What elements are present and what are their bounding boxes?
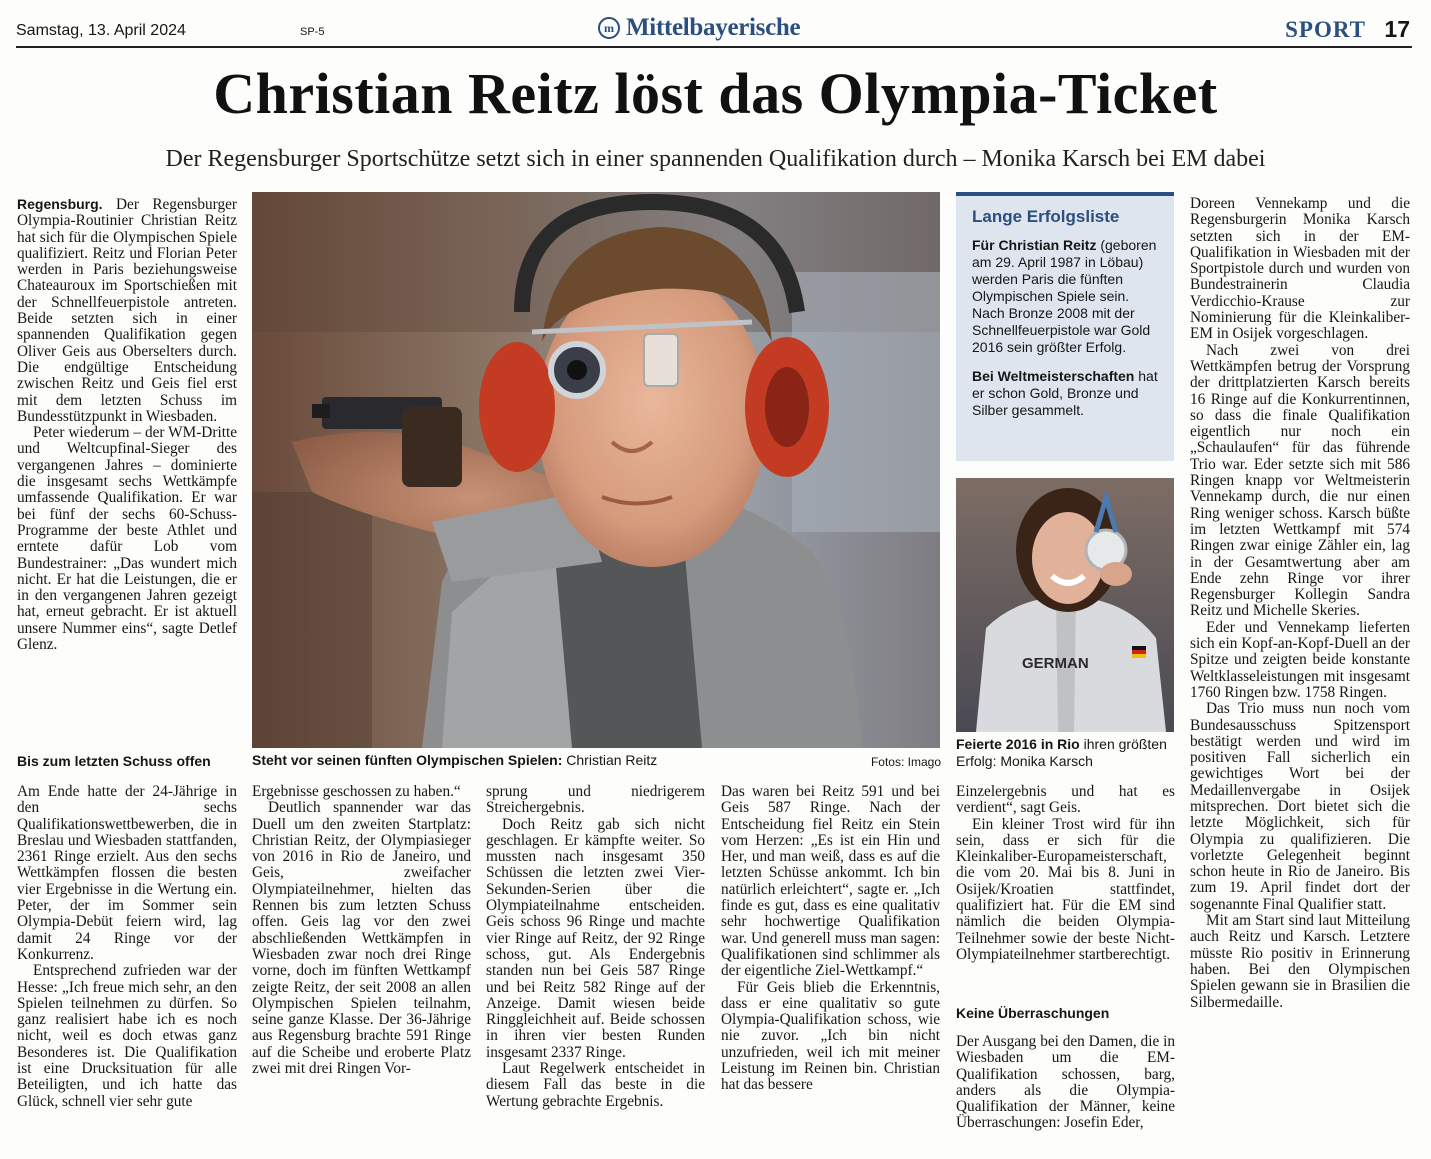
paragraph: Doreen Vennekamp und die Regensburgerin Monika Karsch setzten sich in der EM-Qualifikation in Wiesbaden mit der Sportpistole durch und wurden von Bundestrainerin Claudia Verdicchio-Krause zur Nominierung für die Kleinkaliber-EM in Osijek vorgeschlagen. xyxy=(1190,195,1410,343)
article-headline: Christian Reitz löst das Olympia-Ticket xyxy=(213,61,1218,126)
article-column-5b xyxy=(956,1034,1175,1132)
section-title: SPORT xyxy=(1285,17,1366,42)
paragraph: Eder und Vennekamp lieferten sich ein Kopf-an-Kopf-Duell an der Spitze und zeigten beide konstante Weltklasseleistungen mit insgesamt 1760 Ringen bzw. 1758 Ringen. xyxy=(1190,618,1410,701)
paragraph: Ergebnisse geschossen zu haben.“ xyxy=(252,783,461,800)
main-photo-caption: Steht vor seinen fünften Olympischen Spielen: Christian Reitz xyxy=(252,752,658,768)
issue-date: Samstag, 13. April 2024 xyxy=(16,22,186,39)
subhead-no-surprises: Keine Überraschungen xyxy=(956,1005,1110,1021)
infobox-success-list xyxy=(956,192,1174,461)
photo-monika-karsch xyxy=(956,478,1174,732)
article-column-6 xyxy=(1190,196,1410,1011)
infobox-paragraph: Bei Weltmeisterschaften hat er schon Gold, Bronze und Silber gesammelt. xyxy=(972,368,1158,418)
side-photo-caption: Feierte 2016 in Rio ihren größten Erfolg: Monika Karsch xyxy=(956,736,1167,769)
paragraph: Deutlich spannender war das Duell um den zweiten Startplatz: Christian Reitz, der Olympiasieger von 2016 in Rio de Janeiro, und Geis, zweifacher Olympiateilnehmer, hielten das Rennen bis zum letzten Schuss offen. Geis lag vor den zwei abschließenden Wettkämpfen in Wiesbaden zwar noch drei Ringe vorne, doch im fünften Wettkampf zeigte Reitz, der seit 2008 an allen Olympischen Spielen teilnahm, seine ganze Klasse. Der 36-Jährige aus Regensburg brachte 591 Ringe auf die Scheibe und eroberte Platz zwei mit drei Ringen Vor- xyxy=(252,799,471,1078)
paragraph: Mit am Start sind laut Mitteilung auch Reitz und Karsch. Letztere müsste Rio positiv in Erinnerung haben. Bei den Olympischen Spielen gewann sie in Brasilien die Silbermedaille. xyxy=(1190,912,1410,1011)
paragraph: Doch Reitz gab sich nicht geschlagen. Er kämpfte weiter. So mussten nach insgesamt 350 Schüssen die letzten zwei Vier-Sekunden-Serien über die Olympiateilnahme entscheiden. Geis schoss 96 Ringe und machte vier Ringe auf Reitz, der 92 Ringe schoss, gut. Als Endergebnis standen nun bei Geis 587 Ringe und bei Reitz 582 Ringe auf der Anzeige. Damit wiesen beide Ringgleichheit auf. Beide schossen in ihren vier besten Runden insgesamt 2337 Ringe. xyxy=(486,815,705,1061)
article-column-3 xyxy=(486,784,705,1110)
paragraph: Regensburg. Der Regensburger Olympia-Routinier Christian Reitz hat sich für die Olympischen Spiele qualifiziert. Reitz und Florian Peter werden in Paris beziehungsweise Chateauroux im Sportschießen mit der Schnellfeuerpistole antreten. Beide setzten sich in einer spannenden Qualifikation gegen Oliver Geis aus Oberselters durch. Die endgültige Entscheidung zwischen Reitz und Geis fiel erst mit dem letzten Schuss im Bundesstützpunkt in Wiesbaden. xyxy=(17,196,237,425)
article-column-5 xyxy=(956,784,1175,963)
paragraph: Entsprechend zufrieden war der Hesse: „Ich freue mich sehr, an den Spielen teilnehmen zu dürfen. So ganz realisiert habe ich es noch nicht, weil es doch etwas ganz Besonderes ist. Die Qualifikation ist eine Drucksituation für alle Beteiligten, und ich hatte das Glück, schnell vier sehr gute xyxy=(17,962,237,1110)
paragraph: Nach zwei von drei Wettkämpfen betrug der Vorsprung der drittplatzierten Karsch bereits 16 Ringe auf die Konkurrentinnen, so dass die finale Qualifikation eigentlich nur noch ein „Schaulaufen“ für das führende Trio war. Eder setzte sich mit 586 Ringen knapp vor Weltmeisterin Vennekamp durch, die nur einen Ring weniger schoss. Karsch büßte im letzten Wettkampf mit 574 Ringen zwar einige Zähler ein, lag in der Gesamtwertung aber am Ende zehn Ringe vor ihrer Regensburger Kollegin Sandra Reitz und Michelle Skeries. xyxy=(1190,341,1410,620)
newspaper-logo xyxy=(598,13,800,43)
photo-credit: Fotos: Imago xyxy=(870,755,941,769)
article-column-1b xyxy=(17,784,237,1110)
paragraph: Einzelergebnis und hat es verdient“, sagt Geis. xyxy=(956,783,1175,817)
article-column-1 xyxy=(17,196,237,653)
article-column-2 xyxy=(252,784,471,1077)
article-subheadline: Der Regensburger Sportschütze setzt sich in einer spannenden Qualifikation durch – Monika Karsch bei EM dabei xyxy=(165,146,1266,172)
paragraph: Das waren bei Reitz 591 und bei Geis 587 Ringe. Nach der Entscheidung fiel Reitz ein Stein vom Herzen: „Es ist ein Hin und Her, und man weiß, dass es auf die letzten Schüsse ankommt. Ich bin natürlich erleichtert“, sagte er. „Ich finde es gut, dass es eine qualitativ sehr hochwertige Qualifikation war. Und generell muss man sagen: Qualifikationen sind schlimmer als der eigentliche Ziel-Wettkampf.“ xyxy=(721,783,940,980)
logo-mark-icon: m xyxy=(598,17,620,39)
paragraph: Das Trio muss nun noch vom Bundesausschuss Spitzensport bestätigt werden und wird im positiven Fall sicherlich ein gewichtiges Wort bei der Medaillenvergabe in Osijek mitsprechen. Dort bietet sich die letzte Möglichkeit, sich für Olympia zu qualifizieren. Die vorletzte Gelegenheit beginnt schon heute in Rio de Janeiro. Bis zum 19. April findet dort der sogenannte Final Qualifier statt. xyxy=(1190,700,1410,913)
page-code: SP-5 xyxy=(300,26,325,38)
paragraph: Am Ende hatte der 24-Jährige in den sechs Qualifikationswettbewerben, die in Breslau und Wiesbaden stattfanden, 2361 Ringe erzielt. Aus den sechs Wettkämpfen flossen die besten vier Ergebnisse in die Wertung ein. Peter, der im Sommer sein Olympia-Debüt feiern wird, lag damit 24 Ringe vor der Konkurrenz. xyxy=(17,783,237,963)
page-header xyxy=(16,12,1412,48)
paragraph: Laut Regelwerk entscheidet in diesem Fall das beste in die Wertung gebrachte Ergebnis. xyxy=(486,1060,705,1110)
article-column-4 xyxy=(721,784,940,1094)
paragraph: sprung und niedrigerem Streichergebnis. xyxy=(486,783,705,817)
page-number: 17 xyxy=(1384,16,1410,42)
subhead-last-shot: Bis zum letzten Schuss offen xyxy=(17,753,211,769)
dateline: Regensburg. xyxy=(17,196,103,212)
karsch-photo-illustration xyxy=(956,478,1174,732)
shooter-photo-illustration xyxy=(252,192,940,748)
photo-christian-reitz xyxy=(252,192,940,748)
paragraph: Peter wiederum – der WM-Dritte und Weltcupfinal-Sieger des vergangenen Jahres – dominierte die insgesamt sechs Wettkämpfe umfassende Qualifikation. Er war bei fünf der sechs 60-Schuss-Programme der beste Athlet und erntete dafür Lob vom Bundestrainer: „Das wundert mich nicht. Er hat die Leistungen, die er in den vergangenen Jahren gezeigt hat, erneut gebracht. Er ist aktuell unsere Nummer eins“, sagte Detlef Glenz. xyxy=(17,424,237,654)
logo-text: Mittelbayerische xyxy=(626,14,801,41)
jacket-text: GERMAN xyxy=(1022,655,1089,672)
infobox-paragraph: Für Christian Reitz (geboren am 29. April 1987 in Löbau) werden Paris die fünften Olympischen Spiele sein. Nach Bronze 2008 mit der Schnellfeuerpistole war Gold 2016 sein größter Erfolg. xyxy=(972,237,1157,355)
paragraph: Der Ausgang bei den Damen, die in Wiesbaden um die EM-Qualifikation schossen, barg, anders als die Olympia-Qualifikation der Männer, keine Überraschungen: Josefin Eder, xyxy=(956,1033,1175,1132)
paragraph: Für Geis blieb die Erkenntnis, dass er eine qualitativ so gute Olympia-Qualifikation schoss, wie nie zuvor. „Ich bin nicht unzufrieden, weil ich mit meiner Leistung im Reinen bin. Christian hat das bessere xyxy=(721,978,940,1094)
paragraph: Ein kleiner Trost wird für ihn sein, dass er sich für die Kleinkaliber-Europameisterschaft, die vom 20. Mai bis 8. Juni in Osijek/Kroatien stattfindet, qualifiziert hat. Für die EM sind nämlich die beiden Olympia-Teilnehmer sowie der beste Nicht-Olympiateilnehmer startberechtigt. xyxy=(956,815,1175,963)
infobox-title: Lange Erfolgsliste xyxy=(972,207,1120,226)
